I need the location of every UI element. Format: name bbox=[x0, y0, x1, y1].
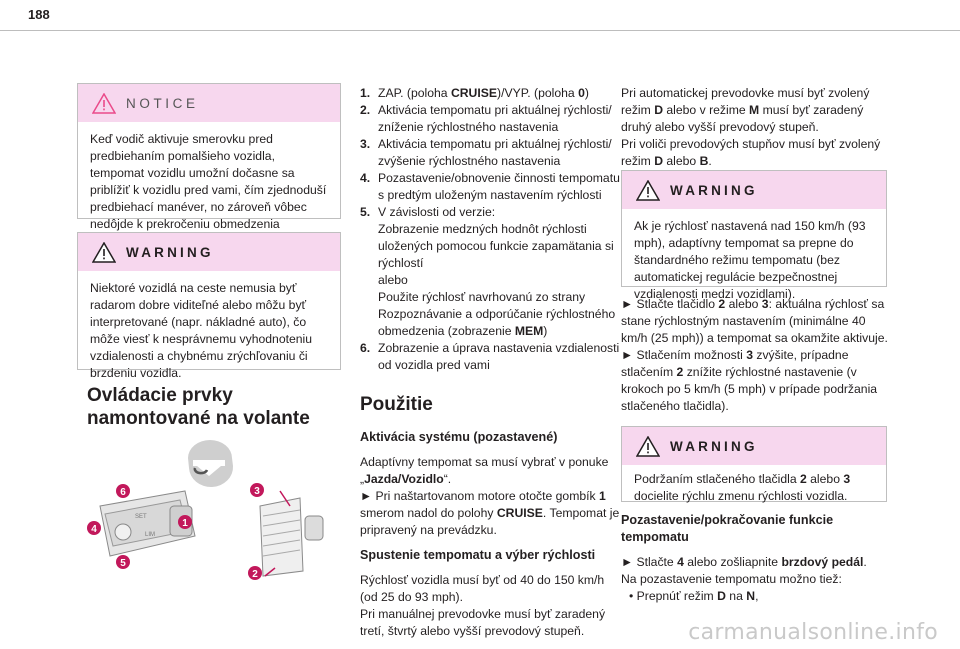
callout-3 bbox=[250, 483, 264, 497]
notice-text: Keď vodič aktivuje smerovku pred predbiehaním pomalšieho vozidla, tempomat vozidlu umožní dočasne sa priblížiť k vozidlu pred vami, čím zjednoduší predbiehací manéver, no zároveň vôbec nedôjde k prekročeniu obmedzenia bbox=[90, 132, 327, 231]
speed-range-text: Rýchlosť vozidla musí byť od 40 do 150 km/h (od 25 do 93 mph). bbox=[360, 573, 605, 604]
activation-text: Adaptívny tempomat sa musí vybrať v ponuke „Jazda/Vozidlo“. bbox=[360, 455, 609, 486]
list-item: 5. V závislosti od verzie: Zobrazenie medzných hodnôt rýchlosti uložených pomocou funkcie zapamätania si rýchlostí alebo Použite rýchlosť navrhovanú zo strany Rozpoznávanie a odporúčanie rýchlostného obmedzenia (zobrazenie MEM) bbox=[360, 205, 616, 338]
warning-1-text: Niektoré vozidlá na ceste nemusia byť radarom dobre viditeľné alebo môžu byť interpretované (napr. nákladné auto), čo môže viesť k nesprávnemu vyhodnoteniu vzdialenosti a chybnému zrýchľovaniu či brzdeniu vozidla. bbox=[90, 281, 313, 380]
steering-wheel-icon bbox=[188, 440, 233, 487]
callout-5 bbox=[116, 555, 130, 569]
warning-box-3 bbox=[621, 426, 887, 502]
pause-step: ► Stlačte 4 alebo zošliapnite brzdový pedál. bbox=[621, 555, 867, 569]
press-button-text: ► Stlačte tlačidlo 2 alebo 3: aktuálna rýchlosť sa stane rýchlostným nastavením (minimálne 40 km/h (25 mph)) a tempomat sa okamžite aktivuje. bbox=[621, 297, 888, 345]
list-item: 4. Pozastavenie/obnovenie činnosti tempomatu s predtým uloženým nastavením rýchlosti bbox=[360, 171, 620, 202]
pouzitie-title: Použitie bbox=[360, 394, 433, 415]
start-heading: Spustenie tempomatu a výber rýchlosti bbox=[360, 548, 596, 562]
list-item: 2. Aktivácia tempomatu pri aktuálnej rýchlosti/ zníženie rýchlostného nastavenia bbox=[360, 103, 612, 134]
warning-1-header bbox=[78, 233, 340, 271]
pause-heading: Pozastavenie/pokračovanie funkcie tempomatu bbox=[621, 513, 834, 544]
pause-also-text: Na pozastavenie tempomatu možno tiež: bbox=[621, 572, 842, 586]
list-item: 3. Aktivácia tempomatu pri aktuálnej rýchlosti/ zvýšenie rýchlostného nastavenia bbox=[360, 137, 612, 168]
warning-triangle-icon bbox=[636, 180, 660, 201]
adjust-speed-text: ► Stlačením možnosti 3 zvýšite, prípadne stlačením 2 znížite rýchlostné nastavenie (v krokoch po 5 km/h (5 mph) v prípade podržania stlačeného tlačidla). bbox=[621, 348, 878, 413]
callout-6 bbox=[116, 484, 130, 498]
warning-2-text: Ak je rýchlosť nastavená nad 150 km/h (93 mph), adaptívny tempomat sa prepne do štandardného režimu tempomatu (bez automatickej regulácie bezpečnostnej vzdialenosti medzi vozidlami). bbox=[634, 219, 866, 301]
selector-gear-text: Pri voliči prevodových stupňov musí byť zvolený režim D alebo B. bbox=[621, 137, 881, 168]
activation-heading: Aktivácia systému (pozastavené) bbox=[360, 430, 558, 444]
activation-step: ► Pri naštartovanom motore otočte gombík 1 smerom nadol do polohy CRUISE. Tempomat je pripravený na prevádzku. bbox=[360, 489, 620, 537]
notice-title: NOTICE bbox=[126, 95, 199, 111]
top-divider bbox=[0, 30, 960, 31]
warning-triangle-icon bbox=[92, 93, 116, 114]
section-title: Ovládacie prvky namontované na volante bbox=[87, 385, 310, 429]
controls-list bbox=[360, 85, 620, 374]
warning-3-header bbox=[622, 427, 886, 465]
svg-text:5: 5 bbox=[120, 558, 126, 569]
warning-2-header bbox=[622, 171, 886, 209]
warning-1-title: WARNING bbox=[126, 244, 214, 260]
warning-2-title: WARNING bbox=[670, 182, 758, 198]
warning-triangle-icon bbox=[636, 436, 660, 457]
svg-text:1: 1 bbox=[182, 518, 188, 529]
warning-triangle-icon bbox=[92, 242, 116, 263]
steering-wheel-controls-illustration bbox=[85, 436, 335, 586]
svg-text:3: 3 bbox=[254, 486, 260, 497]
list-item: • Prepnúť režim D na N, bbox=[629, 589, 759, 603]
svg-text:SET: SET bbox=[135, 514, 147, 520]
page-number: 188 bbox=[28, 7, 50, 22]
warning-box-2 bbox=[621, 170, 887, 301]
svg-text:2: 2 bbox=[252, 569, 258, 580]
svg-text:LIM: LIM bbox=[145, 532, 156, 538]
column-3 bbox=[621, 85, 889, 170]
svg-text:6: 6 bbox=[120, 487, 126, 498]
warning-3-text: Podržaním stlačeného tlačidla 2 alebo 3 docielite rýchlu zmenu rýchlosti vozidla. bbox=[634, 472, 851, 503]
column-2 bbox=[360, 85, 620, 640]
warning-3-title: WARNING bbox=[670, 438, 758, 454]
svg-text:4: 4 bbox=[91, 524, 97, 535]
automatic-gear-text: Pri automatickej prevodovke musí byť zvolený režim D alebo v režime M musí byť zaradený druhý alebo vyšší prevodový stupeň. bbox=[621, 86, 870, 134]
list-item: 6. Zobrazenie a úprava nastavenia vzdialenosti od vozidla pred vami bbox=[360, 341, 620, 372]
list-item: 1. ZAP. (poloha CRUISE)/VYP. (poloha 0) bbox=[360, 86, 589, 100]
column-3-bottom bbox=[621, 512, 889, 605]
bullet-icon: • bbox=[629, 589, 637, 603]
callout-2 bbox=[248, 566, 262, 580]
watermark: carmanualsonline.info bbox=[688, 620, 938, 645]
column-3-middle bbox=[621, 296, 889, 415]
warning-box-1 bbox=[77, 232, 341, 380]
callout-1 bbox=[178, 515, 192, 529]
notice-header bbox=[78, 84, 340, 122]
notice-box bbox=[77, 83, 341, 231]
callout-4 bbox=[87, 521, 101, 535]
steering-switch-panel bbox=[260, 491, 323, 576]
manual-gear-text: Pri manuálnej prevodovke musí byť zaradený tretí, štvrtý alebo vyšší prevodový stupeň. bbox=[360, 607, 606, 638]
